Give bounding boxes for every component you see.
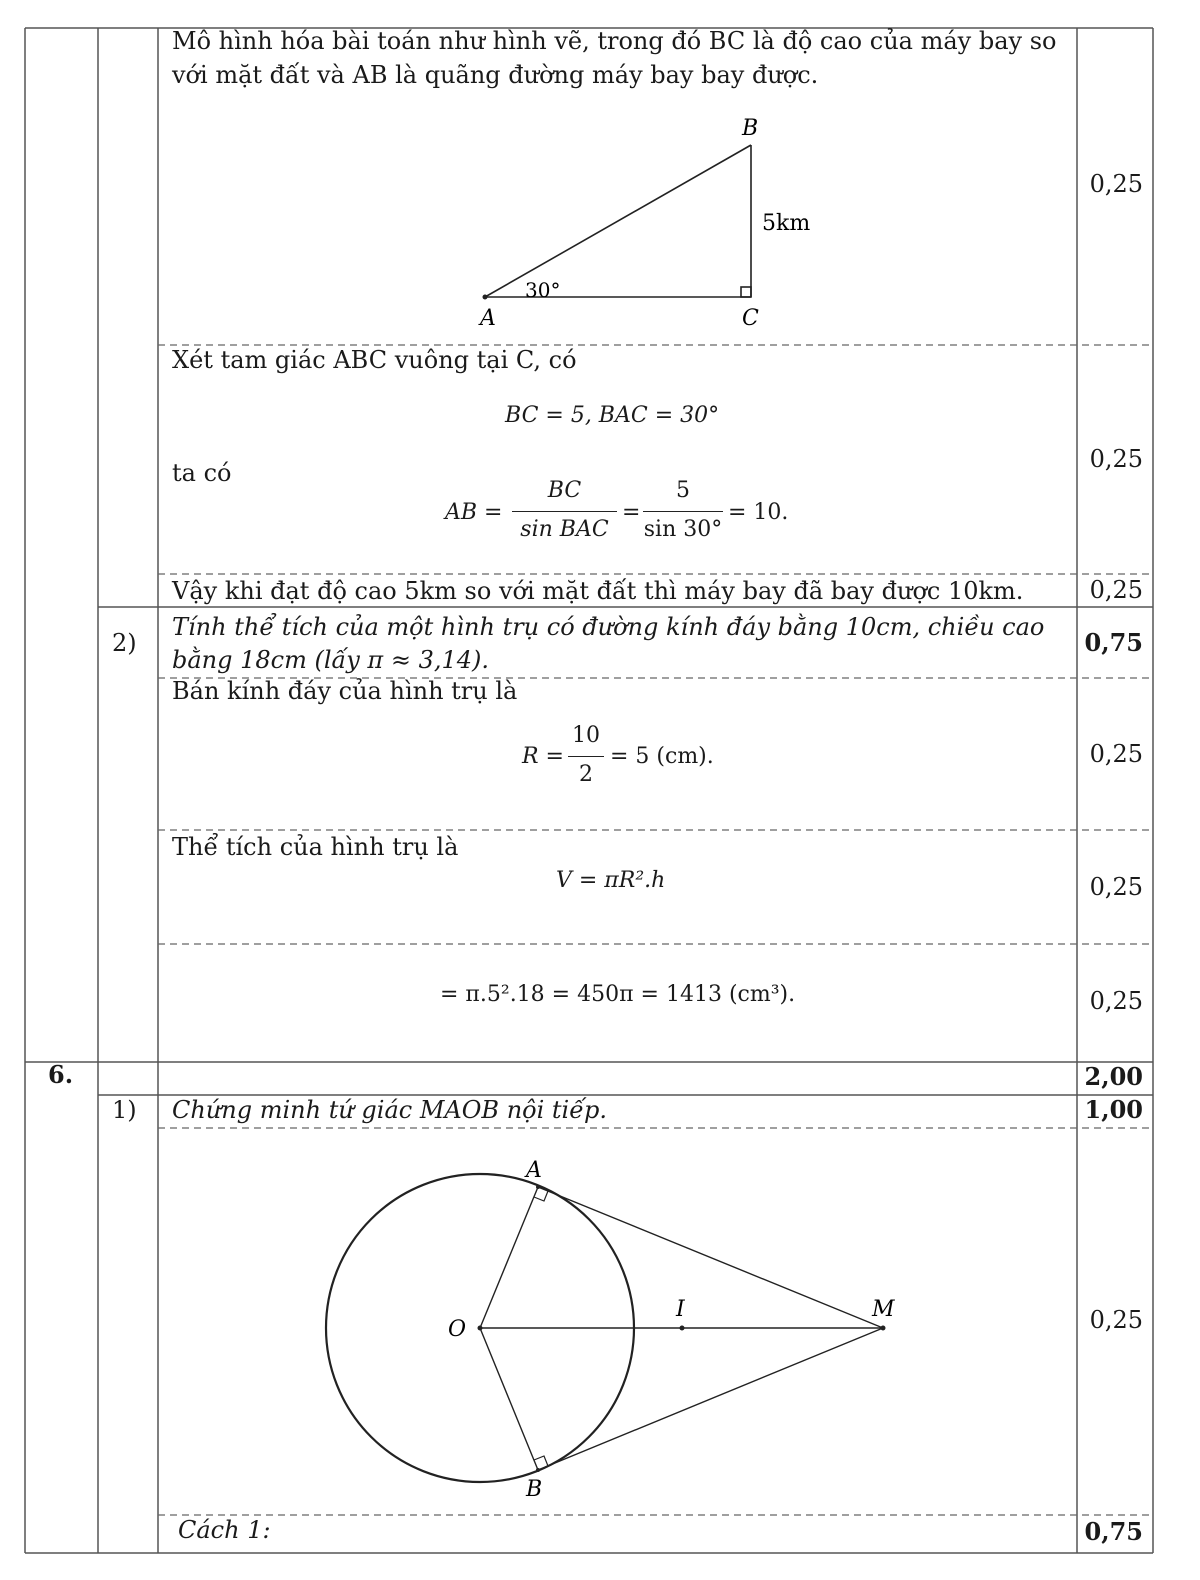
radius-denominator: 2	[579, 762, 593, 787]
part-1-number: 1)	[112, 1096, 137, 1124]
triangle-side-ab	[485, 145, 751, 297]
given-values: BC = 5, BAC = 30°	[505, 403, 720, 428]
tangent-mb	[538, 1328, 883, 1470]
volume-text: Thể tích của hình trụ là	[172, 833, 459, 861]
score-5: 0,25	[1089, 740, 1143, 768]
point-a-circle	[536, 1185, 540, 1189]
score-8: 0,25	[1089, 1306, 1143, 1334]
volume-calc: = π.5².18 = 450π = 1413 (cm³).	[440, 982, 796, 1007]
point-i	[680, 1326, 685, 1331]
frac2-bar	[643, 511, 723, 512]
label-a: A	[480, 306, 496, 331]
score-1: 0,25	[1089, 170, 1143, 198]
xet-tam-giac-text: Xét tam giác ABC vuông tại C, có	[172, 346, 577, 374]
circle-label-a: A	[526, 1158, 542, 1183]
side-label-5km: 5km	[762, 211, 811, 236]
frac2-numerator: 5	[676, 478, 690, 503]
radius-numerator: 10	[572, 723, 600, 748]
circle-label-o: O	[448, 1317, 467, 1342]
label-b: B	[742, 116, 759, 141]
radius-rhs: = 5 (cm).	[610, 744, 714, 769]
radius-text: Bán kính đáy của hình trụ là	[172, 677, 518, 705]
circle-label-b: B	[526, 1477, 543, 1502]
part-2-question-line-1: Tính thể tích của một hình trụ có đường kính đáy bằng 10cm, chiều cao	[172, 613, 1045, 641]
part-2-question-line-2: bằng 18cm (lấy π ≈ 3,14).	[172, 646, 489, 674]
triangle-figure	[460, 110, 840, 335]
tangent-ma	[538, 1187, 883, 1328]
intro-line-1: Mô hình hóa bài toán như hình vẽ, trong đó BC là độ cao của máy bay so	[172, 27, 1057, 55]
circle-label-i: I	[676, 1297, 685, 1322]
point-m	[881, 1326, 886, 1331]
point-o	[478, 1326, 483, 1331]
segment-ob	[480, 1328, 538, 1470]
cach-1-label: Cách 1:	[178, 1516, 271, 1544]
score-2: 0,25	[1089, 445, 1143, 473]
ab-lhs: AB =	[445, 500, 503, 525]
conclusion-text: Vậy khi đạt độ cao 5km so với mặt đất thì máy bay đã bay được 10km.	[172, 577, 1024, 605]
ta-co-text: ta có	[172, 459, 232, 487]
point-a	[483, 295, 488, 300]
section-6-score: 2,00	[1084, 1062, 1143, 1091]
segment-oa	[480, 1187, 538, 1328]
score-9: 0,75	[1084, 1517, 1143, 1546]
angle-label-30: 30°	[525, 278, 561, 302]
frac1-denominator: sin BAC	[520, 517, 609, 542]
score-4: 0,75	[1084, 628, 1143, 657]
frac1-numerator: BC	[547, 478, 582, 503]
label-c: C	[742, 306, 759, 331]
section-6-number: 6.	[48, 1060, 74, 1089]
right-angle-mark	[741, 287, 751, 297]
intro-line-2: với mặt đất và AB là quãng đường máy bay bay được.	[172, 61, 819, 89]
frac2-denominator: sin 30°	[643, 517, 723, 542]
score-6: 0,25	[1089, 873, 1143, 901]
part-2-number: 2)	[112, 629, 137, 657]
radius-lhs: R =	[522, 744, 564, 769]
volume-formula: V = πR².h	[556, 868, 666, 893]
radius-frac-bar	[568, 756, 604, 757]
frac1-bar	[512, 511, 617, 512]
part-1-score: 1,00	[1084, 1095, 1143, 1124]
score-3: 0,25	[1089, 576, 1143, 604]
circle-figure	[300, 1150, 940, 1510]
eq-sign: =	[622, 500, 641, 525]
circle-label-m: M	[872, 1297, 895, 1322]
point-b-circle	[536, 1468, 540, 1472]
score-7: 0,25	[1089, 987, 1143, 1015]
part-1-question: Chứng minh tứ giác MAOB nội tiếp.	[172, 1096, 607, 1124]
ab-result: = 10.	[728, 500, 789, 525]
